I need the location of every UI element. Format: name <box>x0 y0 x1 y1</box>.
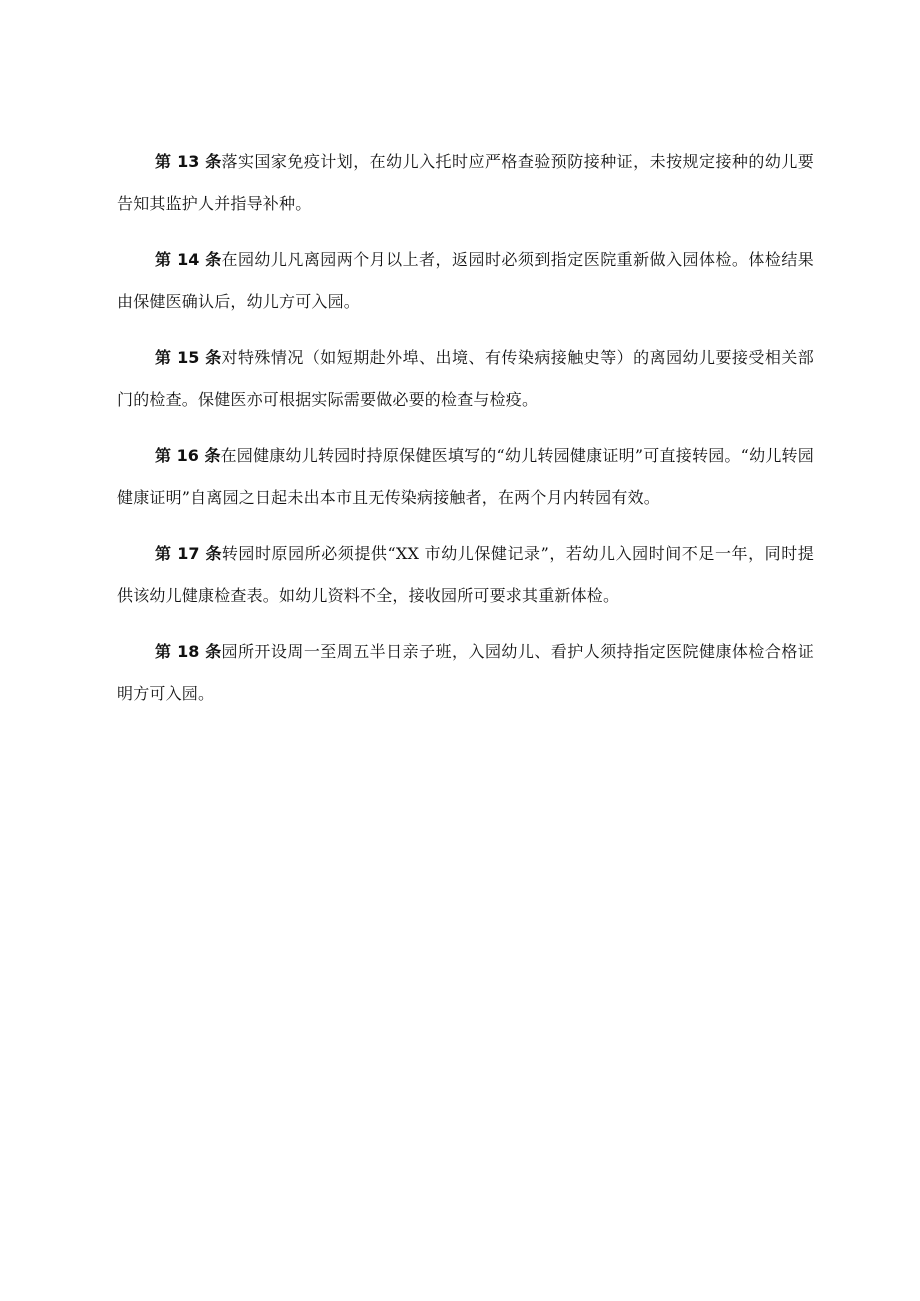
article-16 <box>117 435 814 519</box>
article-13 <box>117 141 814 225</box>
article-text: 在园健康幼儿转园时持原保健医填写的“幼儿转园健康证明”可直接转园。“幼儿转园健康证明”自离园之日起未出本市且无传染病接触者，在两个月内转园有效。 <box>117 446 814 507</box>
article-17 <box>117 533 814 617</box>
document-body <box>117 141 814 729</box>
article-14 <box>117 239 814 323</box>
article-label: 第 13 条 <box>155 152 222 171</box>
article-label: 第 14 条 <box>155 250 222 269</box>
article-label: 第 16 条 <box>155 446 221 465</box>
article-label: 第 17 条 <box>155 544 222 563</box>
article-text: 在园幼儿凡离园两个月以上者，返园时必须到指定医院重新做入园体检。体检结果由保健医确认后，幼儿方可入园。 <box>117 250 814 311</box>
article-text: 园所开设周一至周五半日亲子班，入园幼儿、看护人须持指定医院健康体检合格证明方可入园。 <box>117 642 814 703</box>
article-text: 落实国家免疫计划，在幼儿入托时应严格查验预防接种证，未按规定接种的幼儿要告知其监护人并指导补种。 <box>117 152 814 213</box>
article-text: 转园时原园所必须提供“XX 市幼儿保健记录”，若幼儿入园时间不足一年，同时提供该幼儿健康检查表。如幼儿资料不全，接收园所可要求其重新体检。 <box>117 544 814 605</box>
article-18 <box>117 631 814 715</box>
article-label: 第 15 条 <box>155 348 222 367</box>
article-15 <box>117 337 814 421</box>
article-text: 对特殊情况（如短期赴外埠、出境、有传染病接触史等）的离园幼儿要接受相关部门的检查。保健医亦可根据实际需要做必要的检查与检疫。 <box>117 348 814 409</box>
article-label: 第 18 条 <box>155 642 222 661</box>
